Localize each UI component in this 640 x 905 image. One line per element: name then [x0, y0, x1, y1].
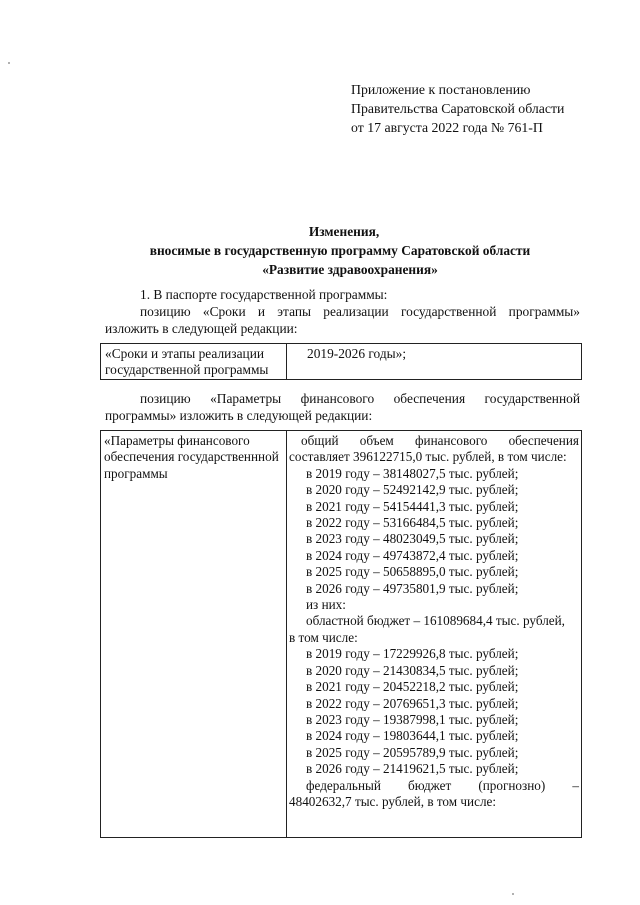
finance-label-line-1: «Параметры финансового: [104, 433, 250, 448]
finance-table-value-cell: [287, 431, 581, 837]
paragraph-period-line-2: изложить в следующей редакции:: [105, 320, 298, 336]
total-year-row: в 2024 году – 49743872,4 тыс. рублей;: [306, 547, 519, 563]
of-them-label: из них:: [306, 597, 346, 613]
paragraph-finance-line-2: программы» изложить в следующей редакции:: [105, 407, 373, 423]
federal-line-2: 48402632,7 тыс. рублей, в том числе:: [289, 793, 497, 809]
paragraph-period: [105, 304, 580, 337]
regional-line-1: областной бюджет – 161089684,4 тыс. рублей,: [306, 613, 565, 629]
federal-word-3: (прогнозно): [478, 777, 546, 793]
federal-word-1: федеральный: [306, 777, 381, 793]
total-year-row: в 2023 году – 48023049,5 тыс. рублей;: [306, 531, 519, 547]
total-year-row: в 2019 году – 38148027,5 тыс. рублей;: [306, 465, 519, 481]
period-value: 2019-2026 годы»;: [307, 346, 407, 361]
period-table-label-cell: [101, 344, 287, 379]
total-year-row: в 2022 году – 53166484,5 тыс. рублей;: [306, 515, 519, 531]
regional-year-row: в 2020 году – 21430834,5 тыс. рублей;: [306, 662, 519, 678]
paragraph-period-line-1: позицию «Сроки и этапы реализации государственной программы»: [140, 304, 580, 319]
regional-year-row: в 2021 году – 20452218,2 тыс. рублей;: [306, 679, 519, 695]
total-line-2: составляет 396122715,0 тыс. рублей, в том числе:: [289, 449, 567, 465]
item-1-heading: 1. В паспорте государственной программы:: [140, 287, 388, 302]
regional-year-row: в 2024 году – 19803644,1 тыс. рублей;: [306, 728, 519, 744]
finance-table: [100, 430, 582, 838]
paragraph-finance-line-1: позицию «Параметры финансового обеспечения государственной: [140, 391, 580, 406]
annex-line-1: Приложение к постановлению: [351, 82, 531, 97]
regional-year-row: в 2023 году – 19387998,1 тыс. рублей;: [306, 711, 519, 727]
federal-word-2: бюджет: [408, 777, 452, 793]
period-table: [100, 343, 582, 380]
total-year-row: в 2021 году – 54154441,3 тыс. рублей;: [306, 498, 519, 514]
document-title: [0, 222, 640, 279]
title-line-3: «Развитие здравоохранения»: [262, 262, 438, 277]
regional-year-row: в 2022 году – 20769651,3 тыс. рублей;: [306, 695, 519, 711]
paragraph-finance: [105, 391, 580, 424]
total-year-row: в 2025 году – 50658895,0 тыс. рублей;: [306, 564, 519, 580]
title-line-1: Изменения,: [308, 224, 380, 239]
scan-mark: [8, 62, 10, 64]
scan-mark: [512, 893, 514, 895]
period-table-value-cell: [287, 344, 581, 379]
annex-line-3: от 17 августа 2022 года № 761-П: [351, 120, 543, 135]
total-year-row: в 2020 году – 52492142,9 тыс. рублей;: [306, 482, 519, 498]
period-label-line-2: государственной программы: [105, 362, 269, 377]
title-line-2: вносимые в государственную программу Саратовской области: [149, 243, 531, 258]
regional-year-row: в 2026 году – 21419621,5 тыс. рублей;: [306, 761, 519, 777]
regional-year-row: в 2025 году – 20595789,9 тыс. рублей;: [306, 744, 519, 760]
finance-label-line-2: обеспечения государственнной: [104, 449, 279, 465]
finance-table-label-cell: [101, 431, 287, 837]
annex-header: [351, 80, 564, 137]
finance-label-line-3: программы: [104, 465, 168, 481]
total-line-1: общий объем финансового обеспечения: [301, 433, 579, 448]
annex-line-2: Правительства Саратовской области: [351, 101, 565, 116]
regional-year-row: в 2019 году – 17229926,8 тыс. рублей;: [306, 646, 519, 662]
period-label-line-1: «Сроки и этапы реализации: [105, 346, 265, 361]
federal-word-4: –: [572, 777, 579, 793]
total-year-row: в 2026 году – 49735801,9 тыс. рублей;: [306, 580, 519, 596]
regional-line-2: в том числе:: [289, 629, 358, 645]
federal-line-1: [289, 778, 579, 794]
